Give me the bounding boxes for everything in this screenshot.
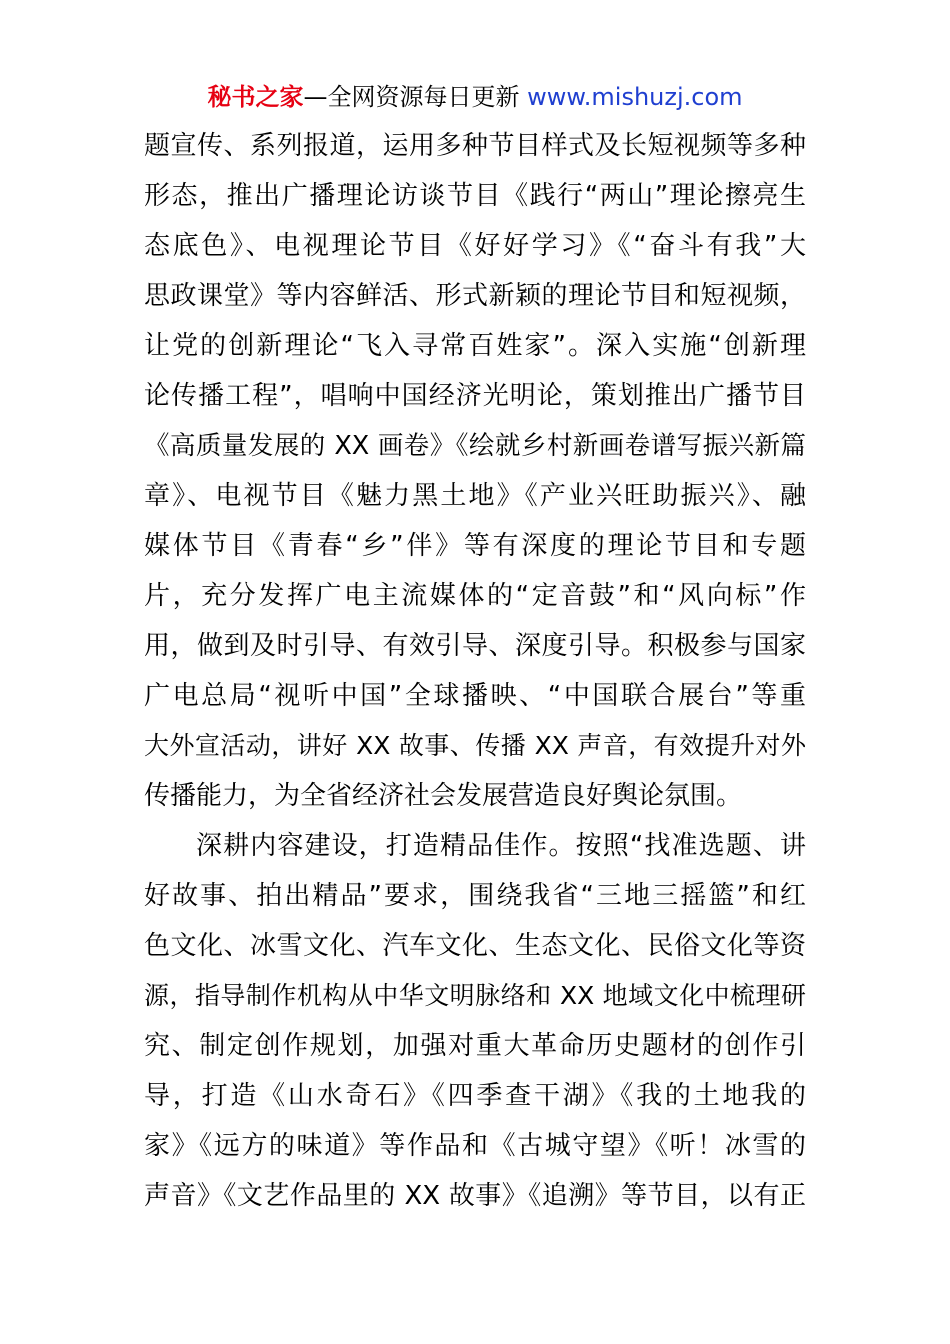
text-line: 广电总局“视听中国”全球播映、“中国联合展台”等重: [144, 681, 806, 711]
paragraph-last-line: 传播能力，为全省经济社会发展营造良好舆论氛围。: [144, 781, 743, 811]
site-url-link[interactable]: www.mishuzj.com: [527, 83, 743, 111]
text-line: 色文化、冰雪文化、汽车文化、生态文化、民俗文化等资: [144, 931, 806, 961]
text-line: 思政课堂》等内容鲜活、形式新颖的理论节目和短视频，: [144, 281, 806, 311]
document-body: [144, 121, 806, 1221]
text-line: 题宣传、系列报道，运用多种节目样式及长短视频等多种: [144, 131, 806, 161]
text-line: 好故事、拍出精品”要求，围绕我省“三地三摇篮”和红: [144, 881, 806, 911]
text-line: 源，指导制作机构从中华文明脉络和 XX 地域文化中梳理研: [144, 981, 806, 1010]
text-line: 用，做到及时引导、有效引导、深度引导。积极参与国家: [144, 631, 806, 661]
text-line: 《高质量发展的 XX 画卷》《绘就乡村新画卷谱写振兴新篇: [144, 431, 806, 461]
text-line: 态底色》、电视理论节目《好好学习》《“奋斗有我”大: [144, 231, 806, 261]
paragraph-first-line: 深耕内容建设，打造精品佳作。按照“找准选题、讲: [196, 831, 806, 861]
text-line: 究、制定创作规划，加强对重大革命历史题材的创作引: [144, 1031, 806, 1061]
text-line: 声音》《文艺作品里的 XX 故事》《追溯》等节目，以有正: [144, 1181, 806, 1211]
text-line: 媒体节目《青春“乡”伴》等有深度的理论节目和专题: [144, 531, 806, 561]
site-tagline: —全网资源每日更新: [303, 83, 520, 111]
site-header: [0, 80, 950, 114]
text-line: 章》、电视节目《魅力黑土地》《产业兴旺助振兴》、融: [144, 481, 806, 511]
site-brand: 秘书之家: [207, 83, 304, 111]
text-line: 形态，推出广播理论访谈节目《践行“两山”理论擦亮生: [144, 181, 806, 211]
text-line: 论传播工程”，唱响中国经济光明论，策划推出广播节目: [144, 381, 806, 411]
text-line: 片，充分发挥广电主流媒体的“定音鼓”和“风向标”作: [144, 581, 806, 611]
text-line: 大外宣活动，讲好 XX 故事、传播 XX 声音，有效提升对外: [144, 731, 806, 760]
text-line: 家》《远方的味道》等作品和《古城守望》《听！冰雪的: [144, 1131, 806, 1161]
text-line: 导，打造《山水奇石》《四季查干湖》《我的土地我的: [144, 1081, 806, 1111]
text-line: 让党的创新理论“飞入寻常百姓家”。深入实施“创新理: [144, 331, 806, 361]
